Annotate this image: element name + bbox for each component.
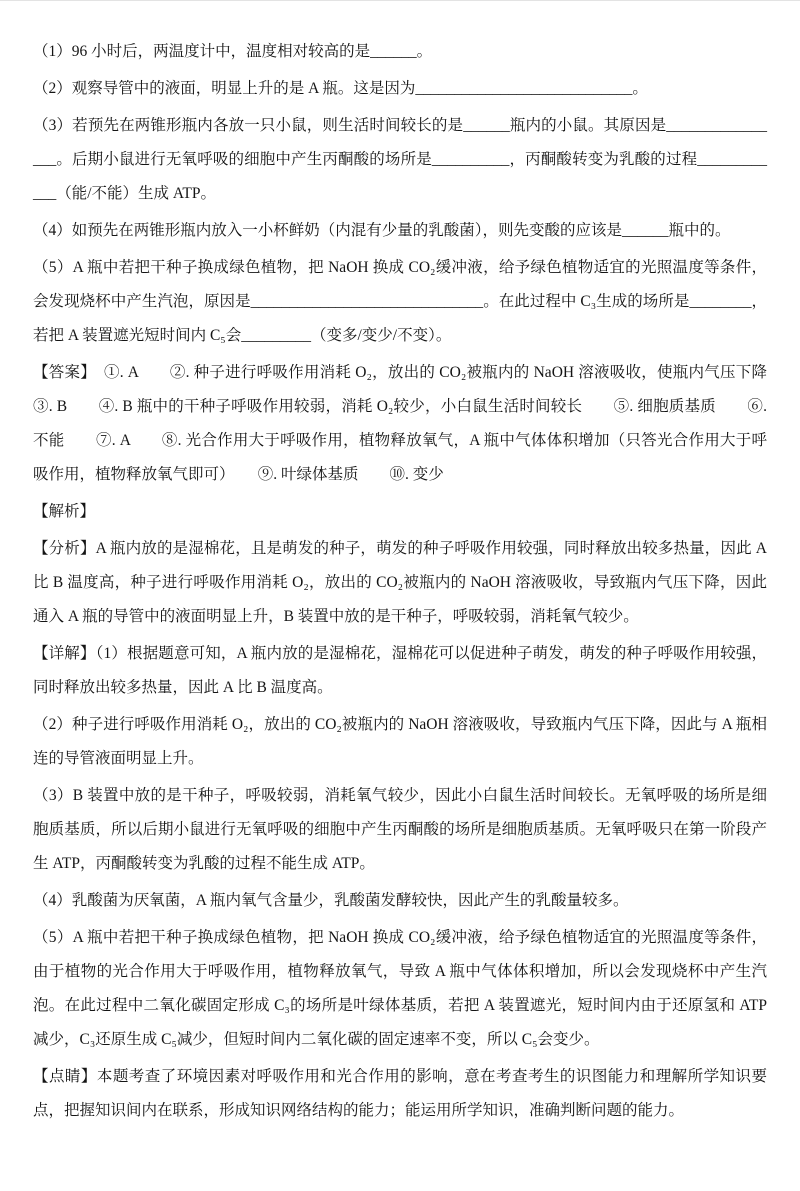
analysis-overview: 【分析】A 瓶内放的是湿棉花，且是萌发的种子，萌发的种子呼吸作用较强，同时释放出较多热量，因此 A 比 B 温度高，种子进行呼吸作用消耗 O₂，放出的 CO₂被瓶内的 NaOH 溶液吸收，导致瓶内气压下降，因此通入 A 瓶的导管中的液面明显上升，B 装置中放的是干种子，呼吸较弱，消耗氧气较少。 — [33, 540, 767, 625]
document-page — [0, 1, 800, 1191]
question-3: （3）若预先在两锥形瓶内各放一只小鼠，则生活时间较长的是______瓶内的小鼠。其原因是________________。后期小鼠进行无氧呼吸的细胞中产生丙酮酸的场所是__________，丙酮酸转变为乳酸的过程____________（能/不能）生成 ATP。 — [33, 117, 767, 202]
question-1: （1）96 小时后，两温度计中，温度相对较高的是______。 — [33, 43, 433, 60]
explanation-part-4: （4）乳酸菌为厌氧菌，A 瓶内氧气含量少，乳酸菌发酵较快，因此产生的乳酸量较多。 — [33, 892, 629, 909]
answer-section: 【答案】 ①. A ②. 种子进行呼吸作用消耗 O₂，放出的 CO₂被瓶内的 NaOH 溶液吸收，使瓶内气压下降 ③. B ④. B 瓶中的干种子呼吸作用较弱，消耗 O₂较少，小白鼠生活时间较长 ⑤. 细胞质基质 ⑥. 不能 ⑦. A ⑧. 光合作用大于呼吸作用，植物释放氧气，A 瓶中气体体积增加（只答光合作用大于呼吸作用，植物释放氧气即可） ⑨. 叶绿体基质 ⑩. 变少 — [33, 364, 799, 483]
explanation-part-3: （3）B 装置中放的是干种子，呼吸较弱，消耗氧气较少，因此小白鼠生活时间较长。无氧呼吸的场所是细胞质基质，所以后期小鼠进行无氧呼吸的细胞中产生丙酮酸的场所是细胞质基质。无氧呼吸只在第一阶段产生 ATP，丙酮酸转变为乳酸的过程不能生成 ATP。 — [33, 787, 767, 872]
question-4: （4）如预先在两锥形瓶内放入一小杯鲜奶（内混有少量的乳酸菌），则先变酸的应该是______瓶中的。 — [33, 222, 731, 239]
question-5: （5）A 瓶中若把干种子换成绿色植物，把 NaOH 换成 CO₂缓冲液，给予绿色植物适宜的光照温度等条件，会发现烧杯中产生汽泡，原因是______________________________。在此过程中 C₃生成的场所是________，若把 A 装置遮光短时间内 C₅会_________（变多/变少/不变）。 — [33, 259, 767, 344]
explanation-part-2: （2）种子进行呼吸作用消耗 O₂，放出的 CO₂被瓶内的 NaOH 溶液吸收，导致瓶内气压下降，因此与 A 瓶相连的导管液面明显上升。 — [33, 716, 767, 767]
question-2: （2）观察导管中的液面，明显上升的是 A 瓶。这是因为____________________________。 — [33, 80, 648, 97]
analysis-header: 【解析】 — [33, 503, 96, 520]
explanation-part-1: 【详解】（1）根据题意可知，A 瓶内放的是湿棉花，湿棉花可以促进种子萌发，萌发的种子呼吸作用较强，同时释放出较多热量，因此 A 比 B 温度高。 — [33, 645, 767, 696]
explanation-part-5: （5）A 瓶中若把干种子换成绿色植物，把 NaOH 换成 CO₂缓冲液，给予绿色植物适宜的光照温度等条件，由于植物的光合作用大于呼吸作用，植物释放氧气，导致 A 瓶中气体体积增加，所以会发现烧杯中产生汽泡。在此过程中二氧化碳固定形成 C₃的场所是叶绿体基质，若把 A 装置遮光，短时间内由于还原氢和 ATP 减少，C₃还原生成 C₅减少，但短时间内二氧化碳的固定速率不变，所以 C₅会变少。 — [33, 929, 767, 1048]
key-point-summary: 【点睛】本题考查了环境因素对呼吸作用和光合作用的影响，意在考查考生的识图能力和理解所学知识要点，把握知识间内在联系，形成知识网络结构的能力；能运用所学知识，准确判断问题的能力。 — [33, 1068, 767, 1119]
